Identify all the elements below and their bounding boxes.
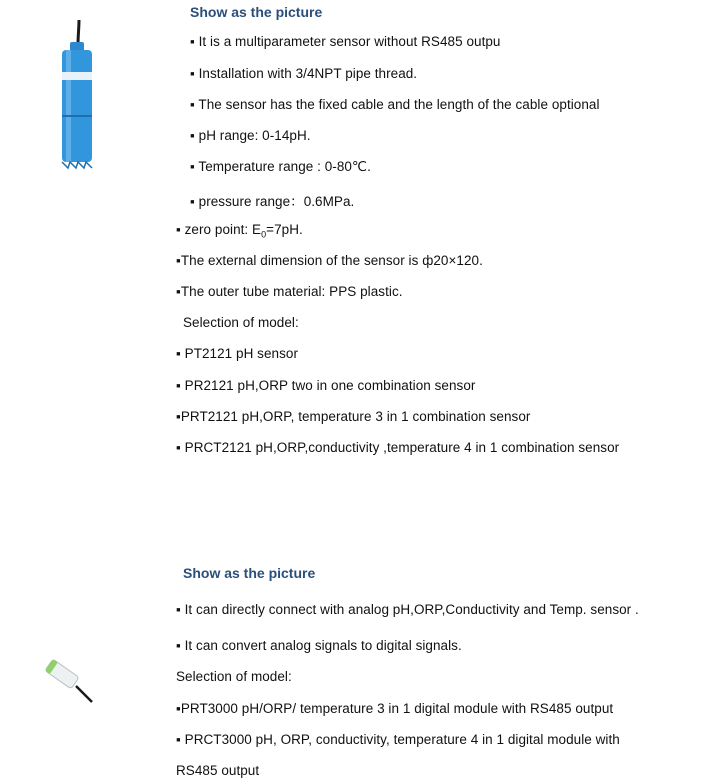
section2-heading: Show as the picture <box>183 565 316 581</box>
material-line: ▪The outer tube material: PPS plastic. <box>176 284 403 299</box>
list-item: ▪ Installation with 3/4NPT pipe thread. <box>190 66 418 81</box>
list-item: ▪ pressure range：0.6MPa. <box>190 194 355 209</box>
list-item: ▪ It can convert analog signals to digital signals. <box>176 638 462 653</box>
dimension-line: ▪The external dimension of the sensor is ф20×120. <box>176 253 483 268</box>
model-item: ▪PRT2121 pH,ORP, temperature 3 in 1 combination sensor <box>176 409 531 424</box>
model-item-continuation: RS485 output <box>176 763 260 778</box>
digital-module-image <box>40 656 100 706</box>
list-item: ▪ The sensor has the fixed cable and the length of the cable optional <box>190 97 600 112</box>
model-item: ▪ PRCT2121 pH,ORP,conductivity ,temperature 4 in 1 combination sensor <box>176 440 620 455</box>
selection-label: Selection of model: <box>176 669 292 684</box>
model-item: ▪ PR2121 pH,ORP two in one combination sensor <box>176 378 476 393</box>
list-item: ▪ Temperature range : 0-80℃. <box>190 159 371 174</box>
model-item: ▪ PRCT3000 pH, ORP, conductivity, temperature 4 in 1 digital module with <box>176 732 620 747</box>
section1-heading: Show as the picture <box>190 4 323 20</box>
list-item: ▪ It is a multiparameter sensor without RS485 outpu <box>190 34 501 49</box>
model-item: ▪PRT3000 pH/ORP/ temperature 3 in 1 digital module with RS485 output <box>176 701 614 716</box>
zero-point-line: ▪ zero point: $E_0=7pH$. <box>176 222 303 240</box>
blue-ph-sensor-image <box>48 20 108 170</box>
list-item: ▪ pH range: 0-14pH. <box>190 128 311 143</box>
model-item: ▪ PT2121 pH sensor <box>176 346 298 361</box>
selection-label: Selection of model: <box>183 315 299 330</box>
list-item: ▪ It can directly connect with analog pH,ORP,Conductivity and Temp. sensor . <box>176 602 639 617</box>
